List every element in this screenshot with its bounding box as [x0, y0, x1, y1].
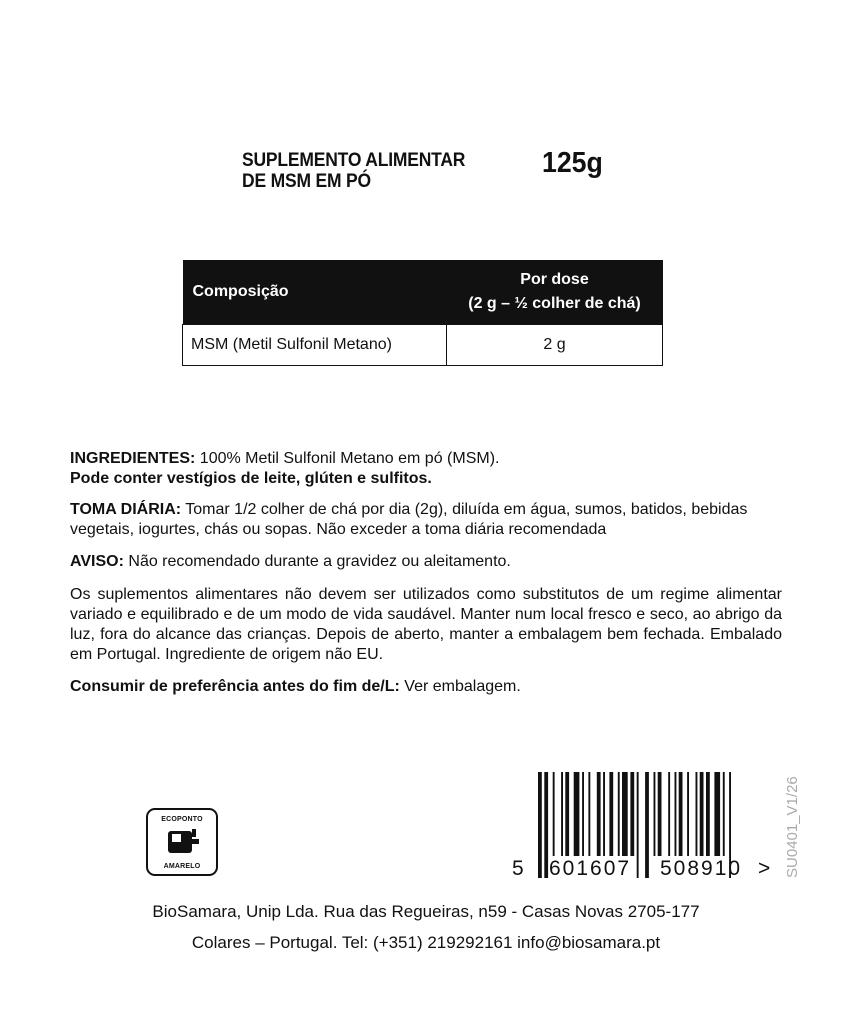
- barcode-group-left: 601607: [549, 857, 632, 880]
- ingredients-label: INGREDIENTES:: [70, 450, 196, 467]
- barcode-bar: [588, 772, 590, 856]
- composition-header-name: Composição: [183, 260, 447, 325]
- ingredients-text: 100% Metil Sulfonil Metano em pó (MSM).: [195, 450, 500, 467]
- company-address-line: BioSamara, Unip Lda. Rua das Regueiras, n59 - Casas Novas 2705-177: [152, 902, 700, 921]
- barcode-bar: [565, 772, 569, 856]
- barcode-bar: [668, 772, 670, 856]
- daily-dose-section: [70, 500, 782, 540]
- barcode-bar: [618, 772, 620, 856]
- barcode-bar: [714, 772, 720, 856]
- barcode-bar: [597, 772, 601, 856]
- composition-header-dose: [447, 260, 663, 325]
- barcode-bar: [723, 772, 725, 856]
- composition-table: [182, 260, 663, 366]
- allergen-note: Pode conter vestígios de leite, glúten e sulfitos.: [70, 470, 432, 487]
- ecoponto-badge: [146, 808, 218, 876]
- ecoponto-bin-icon: [166, 827, 202, 855]
- barcode-bar: [645, 772, 649, 878]
- barcode-bar: [706, 772, 710, 856]
- warning-label: AVISO:: [70, 553, 124, 570]
- barcode-bar: [582, 772, 584, 856]
- barcode-bar: [637, 772, 639, 878]
- daily-dose-text: Tomar 1/2 colher de chá por dia (2g), diluída em água, sumos, batidos, bebidas vegetais, iogurtes, chás ou sopas. Não exceder a toma diária recomendada: [70, 501, 748, 538]
- barcode-bar: [603, 772, 605, 856]
- barcode-bar: [561, 772, 563, 856]
- barcode-first-digit: 5: [512, 857, 524, 880]
- barcode-bar: [538, 772, 542, 878]
- ingredients-section: [70, 449, 782, 489]
- barcode-bar: [675, 772, 677, 856]
- daily-dose-label: TOMA DIÁRIA:: [70, 501, 182, 518]
- barcode-bar: [700, 772, 704, 856]
- best-before-label: Consumir de preferência antes do fim de/L:: [70, 678, 400, 695]
- barcode-bar: [687, 772, 689, 856]
- ecoponto-label: ECOPONTO: [161, 816, 203, 823]
- barcode-bar: [658, 772, 662, 856]
- barcode-bar: [630, 772, 634, 856]
- product-title: [242, 150, 465, 192]
- barcode-bar: [622, 772, 628, 856]
- composition-cell-value: 2 g: [447, 325, 663, 366]
- composition-cell-name: MSM (Metil Sulfonil Metano): [183, 325, 447, 366]
- net-weight: 125g: [542, 147, 603, 179]
- barcode-bar: [609, 772, 613, 856]
- table-row: [183, 325, 663, 366]
- barcode-quiet-zone-marker: >: [758, 857, 771, 880]
- disclaimer-text: Os suplementos alimentares não devem ser utilizados como substitutos de um regime alimentar variado e equilibrado e de um modo de vida saudável. Manter num local fresco e seco, ao abrigo da luz, fora do alcance das crianças. Depois de aberto, manter a embalagem bem fechada. Embalado em Portugal. Ingrediente de origem não EU.: [70, 586, 782, 663]
- version-code: SU0401_V1/26: [784, 776, 801, 878]
- dose-header-line2: (2 g – ½ colher de chá): [468, 295, 641, 312]
- product-title-line1: SUPLEMENTO ALIMENTAR: [242, 150, 466, 171]
- barcode-bar: [654, 772, 656, 856]
- ecoponto-color-label: AMARELO: [163, 863, 201, 870]
- best-before-section: [70, 677, 782, 697]
- composition-header-row: [183, 260, 663, 325]
- barcode-bar: [679, 772, 683, 856]
- barcode-group-right: 508910: [660, 857, 743, 880]
- barcode-bar: [544, 772, 548, 878]
- barcode-bar: [574, 772, 580, 856]
- barcode-bar: [553, 772, 555, 856]
- best-before-text: Ver embalagem.: [399, 678, 521, 695]
- barcode-bar: [696, 772, 698, 856]
- product-title-line2: DE MSM EM PÓ: [242, 171, 371, 192]
- company-contact-line: Colares – Portugal. Tel: (+351) 219292161 info@biosamara.pt: [191, 933, 661, 952]
- warning-section: [70, 552, 782, 572]
- warning-text: Não recomendado durante a gravidez ou aleitamento.: [123, 553, 511, 570]
- dose-header-line1: Por dose: [520, 271, 589, 288]
